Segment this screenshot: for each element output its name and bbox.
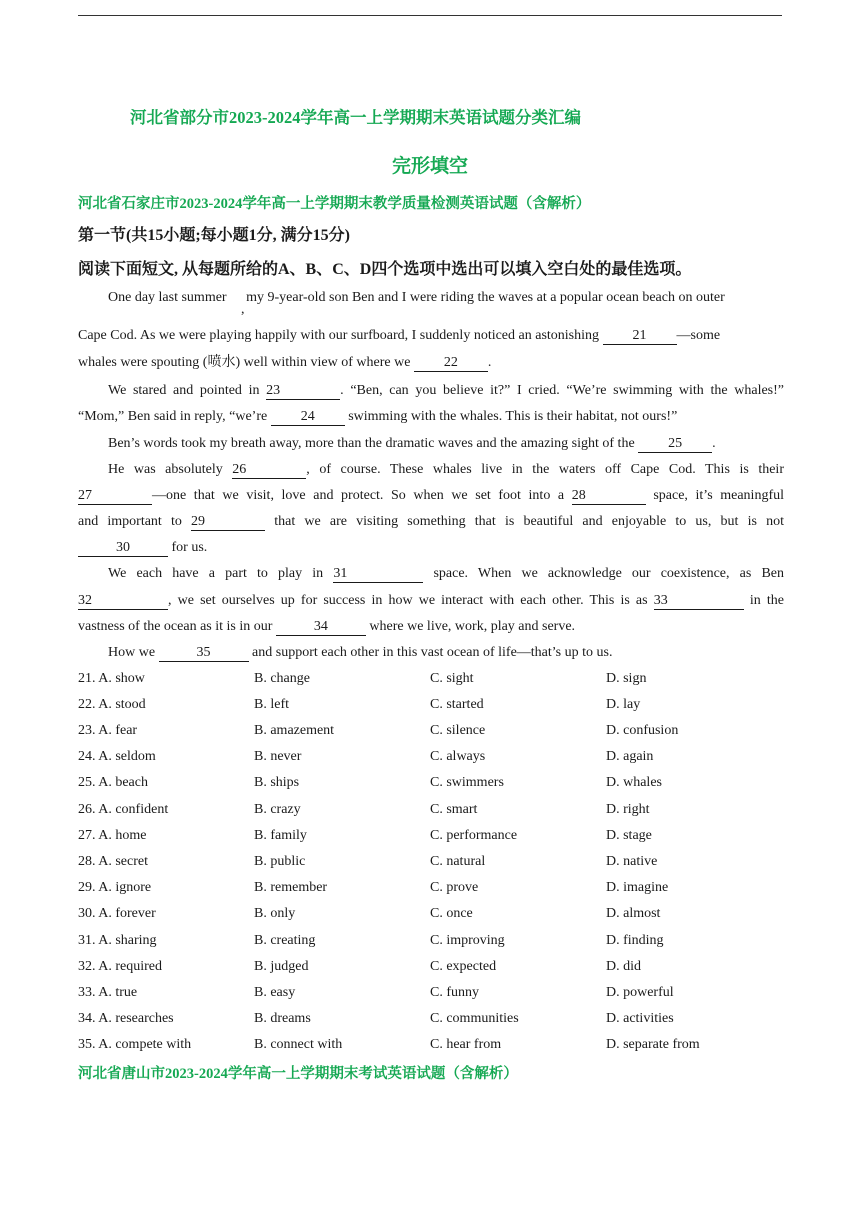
- passage-line: 32 , we set ourselves up for success in how we interact with each other. This is as 33 in the: [78, 593, 784, 608]
- option-d: D. separate from: [606, 1037, 700, 1052]
- passage-line: We stared and pointed in 23 . “Ben, can you believe it?” I cried. “We’re swimming with the whales!”: [108, 383, 784, 398]
- option-c: C. always: [430, 749, 486, 764]
- blank-27: 27: [78, 488, 152, 505]
- option-c: C. performance: [430, 828, 518, 843]
- option-b: B. remember: [254, 880, 328, 895]
- option-b: B. easy: [254, 985, 296, 1000]
- option-b: B. left: [254, 697, 289, 712]
- option-b: B. public: [254, 854, 306, 869]
- blank-28: 28: [572, 488, 646, 505]
- option-a: 27. A. home: [78, 828, 147, 843]
- question-30: [78, 904, 784, 924]
- option-b: B. never: [254, 749, 302, 764]
- question-28: [78, 852, 784, 872]
- option-c: C. started: [430, 697, 484, 712]
- option-d: D. native: [606, 854, 658, 869]
- option-a: 25. A. beach: [78, 775, 148, 790]
- option-d: D. whales: [606, 775, 662, 790]
- question-33: [78, 983, 784, 1003]
- option-b: B. only: [254, 906, 296, 921]
- passage-line: 27 —one that we visit, love and protect. So when we set foot into a 28 space, it’s meaningful: [78, 488, 784, 503]
- section-heading: 第一节(共15小题;每小题1分, 满分15分): [78, 227, 350, 244]
- option-d: D. confusion: [606, 723, 679, 738]
- option-b: B. family: [254, 828, 307, 843]
- passage-line: whales were spouting (喷水) well within view of where we 22 .: [78, 355, 492, 370]
- question-21: [78, 669, 784, 689]
- passage-line: Ben’s words took my breath away, more than the dramatic waves and the amazing sight of the 25 .: [108, 436, 716, 451]
- option-d: D. lay: [606, 697, 641, 712]
- option-c: C. funny: [430, 985, 479, 1000]
- passage-line: 30 for us.: [78, 538, 784, 558]
- option-b: B. crazy: [254, 802, 301, 817]
- option-b: B. judged: [254, 959, 309, 974]
- option-a: 30. A. forever: [78, 906, 156, 921]
- option-a: 35. A. compete with: [78, 1037, 192, 1052]
- question-25: [78, 773, 784, 793]
- option-a: 23. A. fear: [78, 723, 138, 738]
- question-35: [78, 1035, 784, 1055]
- option-c: C. hear from: [430, 1037, 502, 1052]
- passage-line: We each have a part to play in 31 space. When we acknowledge our coexistence, as Ben: [108, 566, 784, 581]
- option-d: D. again: [606, 749, 654, 764]
- option-d: D. powerful: [606, 985, 674, 1000]
- option-c: C. silence: [430, 723, 486, 738]
- option-c: C. prove: [430, 880, 479, 895]
- question-29: [78, 878, 784, 898]
- option-b: B. connect with: [254, 1037, 343, 1052]
- option-a: 28. A. secret: [78, 854, 148, 869]
- option-d: D. activities: [606, 1011, 674, 1026]
- passage-line: How we 35 and support each other in this vast ocean of life—that’s up to us.: [108, 645, 613, 660]
- option-c: C. smart: [430, 802, 478, 817]
- option-b: B. change: [254, 671, 310, 686]
- question-23: [78, 721, 784, 741]
- blank-33: 33: [654, 593, 744, 610]
- section-title: 完形填空: [391, 156, 468, 177]
- option-a: 24. A. seldom: [78, 749, 156, 764]
- option-c: C. swimmers: [430, 775, 504, 790]
- option-b: B. amazement: [254, 723, 335, 738]
- source-heading-tangshan: 河北省唐山市2023-2024学年高一上学期期末考试英语试题（含解析）: [78, 1066, 518, 1082]
- option-b: B. creating: [254, 933, 316, 948]
- option-c: C. sight: [430, 671, 474, 686]
- option-a: 21. A. show: [78, 671, 145, 686]
- blank-34: 34: [276, 619, 366, 636]
- passage-line: and important to 29 that we are visiting something that is beautiful and enjoyable to us, but is not: [78, 514, 784, 529]
- blank-35: 35: [159, 645, 249, 662]
- option-c: C. communities: [430, 1011, 519, 1026]
- document-title: 河北省部分市2023-2024学年高一上学期期末英语试题分类汇编: [130, 108, 581, 127]
- question-27: [78, 826, 784, 846]
- blank-32: 32: [78, 593, 168, 610]
- source-heading-shijiazhuang: 河北省石家庄市2023-2024学年高一上学期期末教学质量检测英语试题（含解析）: [78, 196, 591, 212]
- question-34: [78, 1009, 784, 1029]
- option-b: B. ships: [254, 775, 300, 790]
- option-d: D. almost: [606, 906, 661, 921]
- option-a: 29. A. ignore: [78, 880, 152, 895]
- option-b: B. dreams: [254, 1011, 311, 1026]
- blank-29: 29: [191, 514, 265, 531]
- passage-line: One day last summer my 9-year-old son Ben and I were riding the waves at a popular ocean beach on outer: [108, 290, 725, 305]
- passage-line: Cape Cod. As we were playing happily with our surfboard, I suddenly noticed an astonishing 21 —some: [78, 328, 721, 343]
- blank-22: 22: [414, 355, 488, 372]
- header-rule: [78, 15, 782, 16]
- blank-25: 25: [638, 436, 712, 453]
- option-a: 26. A. confident: [78, 802, 169, 817]
- blank-23: 23: [266, 383, 340, 400]
- passage-line: “Mom,” Ben said in reply, “we’re 24 swimming with the whales. This is their habitat, not ours!”: [78, 409, 678, 424]
- question-22: [78, 695, 784, 715]
- question-32: [78, 957, 784, 977]
- passage-line: He was absolutely 26 , of course. These whales live in the waters off Cape Cod. This is their: [108, 462, 784, 477]
- option-c: C. natural: [430, 854, 486, 869]
- stray-comma: ,: [241, 302, 245, 317]
- option-d: D. right: [606, 802, 650, 817]
- blank-30: 30: [78, 540, 168, 557]
- blank-24: 24: [271, 409, 345, 426]
- blank-21: 21: [603, 328, 677, 345]
- option-d: D. finding: [606, 933, 664, 948]
- option-c: C. once: [430, 906, 473, 921]
- blank-26: 26: [232, 462, 306, 479]
- passage-line: vastness of the ocean as it is in our 34 where we live, work, play and serve.: [78, 619, 576, 634]
- option-c: C. improving: [430, 933, 505, 948]
- question-24: [78, 747, 784, 767]
- option-a: 33. A. true: [78, 985, 138, 1000]
- option-a: 22. A. stood: [78, 697, 146, 712]
- option-c: C. expected: [430, 959, 497, 974]
- blank-31: 31: [333, 566, 423, 583]
- question-31: [78, 931, 784, 951]
- question-26: [78, 800, 784, 820]
- option-a: 32. A. required: [78, 959, 162, 974]
- option-d: D. did: [606, 959, 641, 974]
- option-a: 31. A. sharing: [78, 933, 157, 948]
- option-d: D. imagine: [606, 880, 669, 895]
- option-a: 34. A. researches: [78, 1011, 174, 1026]
- instructions: 阅读下面短文, 从每题所给的A、B、C、D四个选项中选出可以填入空白处的最佳选项。: [78, 261, 692, 278]
- option-d: D. stage: [606, 828, 652, 843]
- option-d: D. sign: [606, 671, 647, 686]
